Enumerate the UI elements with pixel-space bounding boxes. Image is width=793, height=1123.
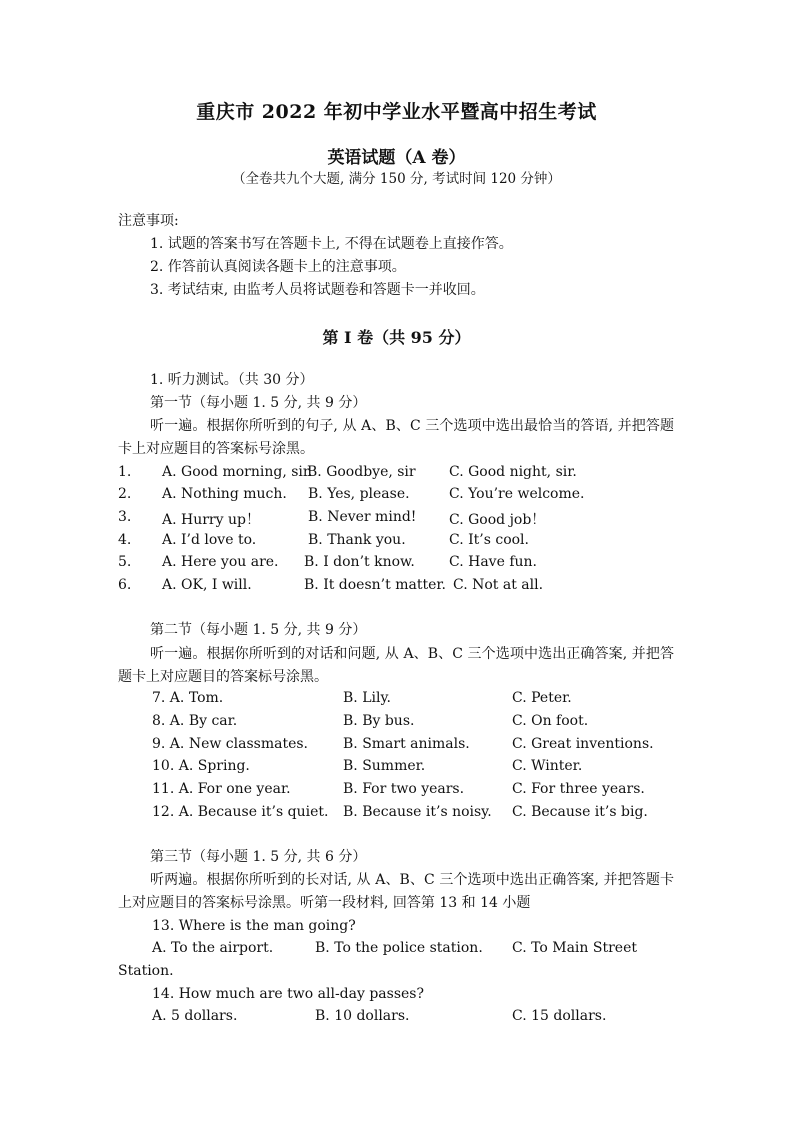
question-row bbox=[0, 554, 793, 572]
option-c: C. It’s cool. bbox=[449, 532, 529, 548]
option-a: 11. A. For one year. bbox=[152, 781, 291, 797]
question-row bbox=[0, 804, 793, 822]
option-b: B. I don’t know. bbox=[304, 554, 415, 570]
exam-title: 重庆市 2022 年初中学业水平暨高中招生考试 bbox=[196, 101, 597, 123]
option-c: C. Great inventions. bbox=[512, 736, 654, 752]
section3-instruction: 听两遍。根据你所听到的长对话, 从 A、B、C 三个选项中选出正确答案, 并把答题卡上对应题目的答案标号涂黑。听第一段材料, 回答第 13 和 14 小题 bbox=[118, 872, 674, 911]
notice-heading: 注意事项: bbox=[118, 213, 179, 229]
option-b: B. Never mind! bbox=[308, 509, 417, 525]
option-c: C. You’re welcome. bbox=[449, 486, 585, 502]
option-a: 9. A. New classmates. bbox=[152, 736, 308, 752]
option-c: C. On foot. bbox=[512, 713, 589, 729]
question-number: 1. bbox=[118, 464, 132, 480]
question-row bbox=[0, 577, 793, 595]
option-a: A. I’d love to. bbox=[162, 532, 257, 548]
option-b: B. To the police station. bbox=[315, 940, 483, 956]
option-c: C. Have fun. bbox=[449, 554, 537, 570]
notice-item: 2. 作答前认真阅读各题卡上的注意事项。 bbox=[150, 259, 406, 275]
option-a: 7. A. Tom. bbox=[152, 690, 224, 706]
question-number: 4. bbox=[118, 532, 132, 548]
option-b: B. By bus. bbox=[343, 713, 415, 729]
option-c: C. Good night, sir. bbox=[449, 464, 577, 480]
question-number: 5. bbox=[118, 554, 132, 570]
exam-meta: （全卷共九个大题, 满分 150 分, 考试时间 120 分钟） bbox=[232, 171, 561, 187]
option-c-continued: Station. bbox=[118, 963, 174, 979]
option-a: 10. A. Spring. bbox=[152, 758, 250, 774]
section1-instruction: 听一遍。根据你所听到的句子, 从 A、B、C 三个选项中选出最恰当的答语, 并把答题卡上对应题目的答案标号涂黑。 bbox=[118, 418, 674, 457]
option-c: C. Because it’s big. bbox=[512, 804, 648, 820]
question-row bbox=[0, 940, 793, 958]
option-c: C. Not at all. bbox=[453, 577, 544, 593]
option-b: B. Summer. bbox=[343, 758, 426, 774]
paper-subtitle: 英语试题（A 卷） bbox=[327, 148, 466, 168]
option-a: A. 5 dollars. bbox=[152, 1008, 238, 1024]
notice-item: 3. 考试结束, 由监考人员将试题卷和答题卡一并收回。 bbox=[150, 282, 485, 298]
option-b: B. For two years. bbox=[343, 781, 465, 797]
question-row bbox=[0, 532, 793, 550]
option-b: B. Smart animals. bbox=[343, 736, 470, 752]
question-row bbox=[0, 690, 793, 708]
question-row bbox=[0, 781, 793, 799]
notice-item: 1. 试题的答案书写在答题卡上, 不得在试题卷上直接作答。 bbox=[150, 236, 513, 252]
option-a: A. OK, I will. bbox=[162, 577, 252, 593]
option-a: A. Here you are. bbox=[162, 554, 279, 570]
question-row bbox=[0, 713, 793, 731]
question-number: 3. bbox=[118, 509, 132, 525]
option-b: B. Because it’s noisy. bbox=[343, 804, 492, 820]
section1-heading: 第一节（每小题 1. 5 分, 共 9 分） bbox=[150, 395, 367, 411]
question-row bbox=[0, 464, 793, 482]
question-number: 6. bbox=[118, 577, 132, 593]
option-c: C. Winter. bbox=[512, 758, 583, 774]
question-row bbox=[0, 509, 793, 527]
question-row bbox=[0, 486, 793, 504]
option-a: 8. A. By car. bbox=[152, 713, 238, 729]
option-b: B. Goodbye, sir bbox=[307, 464, 416, 480]
option-a: A. Nothing much. bbox=[162, 486, 287, 502]
option-b: B. Yes, please. bbox=[308, 486, 410, 502]
option-c: C. For three years. bbox=[512, 781, 645, 797]
option-c: C. To Main Street bbox=[512, 940, 637, 956]
part-title: 第 I 卷（共 95 分） bbox=[322, 328, 471, 347]
option-c: C. 15 dollars. bbox=[512, 1008, 607, 1024]
question-row bbox=[0, 736, 793, 754]
option-c: C. Peter. bbox=[512, 690, 572, 706]
option-b: B. 10 dollars. bbox=[315, 1008, 410, 1024]
listening-heading: 1. 听力测试。（共 30 分） bbox=[150, 372, 314, 388]
option-b: B. Thank you. bbox=[308, 532, 406, 548]
option-c: C. Good job！ bbox=[449, 512, 546, 528]
question-row bbox=[0, 1008, 793, 1026]
question-stem: 13. Where is the man going? bbox=[152, 918, 356, 934]
option-b: B. It doesn’t matter. bbox=[304, 577, 446, 593]
option-a: A. Good morning, sir. bbox=[162, 464, 313, 480]
section3-heading: 第三节（每小题 1. 5 分, 共 6 分） bbox=[150, 849, 367, 865]
option-b: B. Lily. bbox=[343, 690, 391, 706]
section2-instruction: 听一遍。根据你所听到的对话和问题, 从 A、B、C 三个选项中选出正确答案, 并把答题卡上对应题目的答案标号涂黑。 bbox=[118, 646, 674, 685]
option-a: A. To the airport. bbox=[152, 940, 274, 956]
question-row bbox=[0, 758, 793, 776]
option-a: A. Hurry up！ bbox=[162, 512, 260, 528]
question-number: 2. bbox=[118, 486, 132, 502]
question-stem: 14. How much are two all-day passes? bbox=[152, 986, 425, 1002]
option-a: 12. A. Because it’s quiet. bbox=[152, 804, 329, 820]
section2-heading: 第二节（每小题 1. 5 分, 共 9 分） bbox=[150, 622, 367, 638]
